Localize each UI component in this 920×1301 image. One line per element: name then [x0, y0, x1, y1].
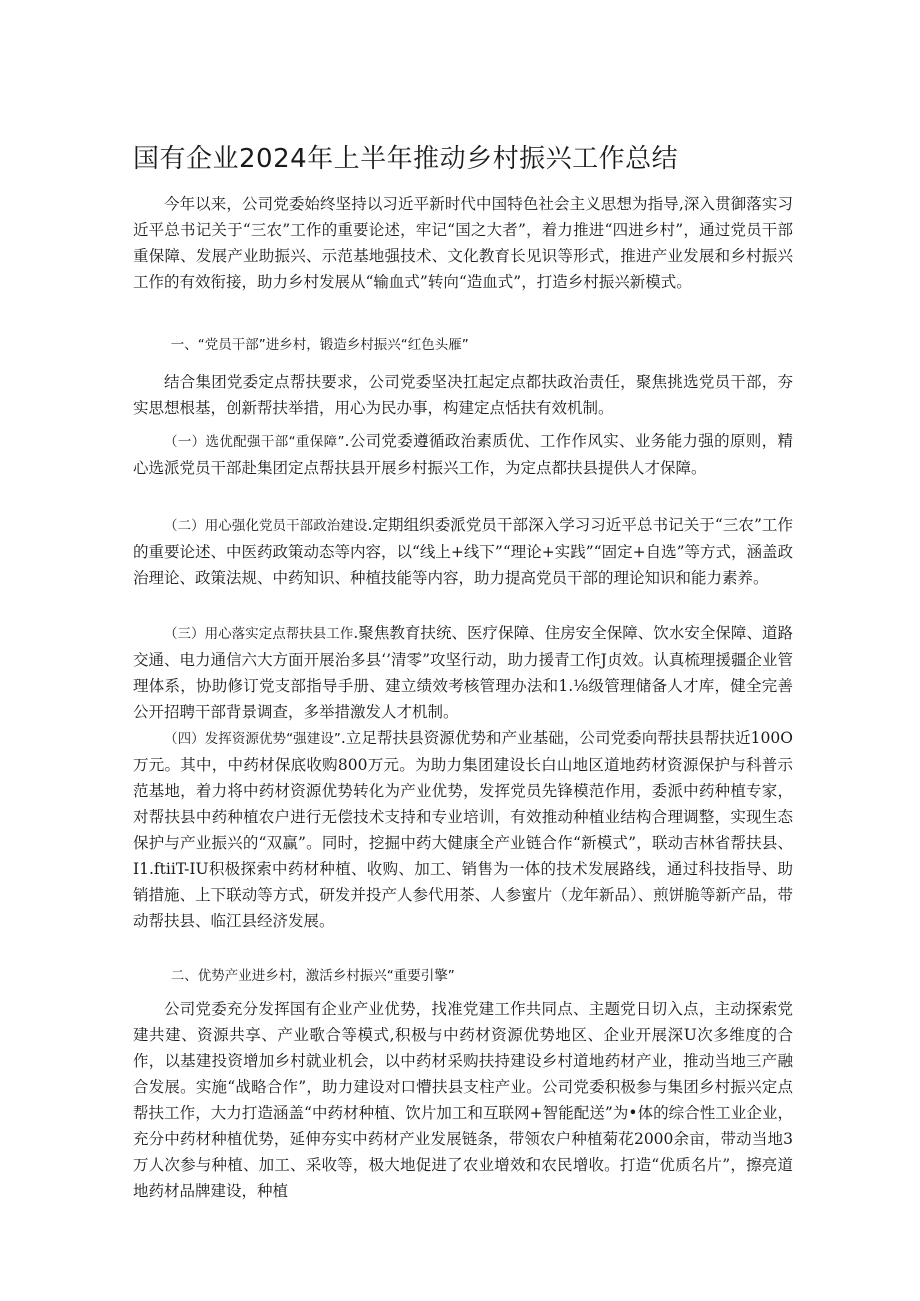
document-title: 国有企业2024年上半年推动乡村振兴工作总结 [133, 144, 679, 174]
section-1-paragraph: 结合集团党委定点帮扶要求，公司党委坚决扛起定点都扶政治责任，聚焦挑选党员干部，夯实思想根基，创新帮扶举措，用心为民办事，构建定点恬扶有效机制。 [133, 373, 793, 417]
subsection-1-3-lead: （三）用心落实定点帮扶县工作 [164, 626, 354, 642]
intro-paragraph: 今年以来，公司党委始终坚持以习近平新时代中国特色社会主义思想为指导,深入贯御落实习近平总书记关于“三农”工作的重要论述，牢记“国之大者”，着力推进“四进乡村”，通过党员干部重保障、发展产业助振兴、示范基地强技术、文化教育长见识等形式，推进产业发展和乡村振兴工作的有效衔接，助力乡村发展从“输血式”转向“造血式”，打造乡村振兴新模式。 [133, 195, 793, 291]
subsection-1-4-text: .立足帮扶县资源优势和产业基础，公司党委向帮扶县帮扶近100O万元。其中，中药材保底收购800万元。为助力集团建设长白山地区道地药材资源保护与科普示范基地，着力将中药材资源优势转化为产业优势，发挥党员先锋模范作用，委派中药种植专家，对帮扶县中药种植农户进行无偿技术支持和专业培训，有效推动种植业结构合理调整，实现生态保护与产业振兴的“双赢”。同时，挖掘中药大健康全产业链合作“新模式”，联动吉林省帮扶县、I1.ftiiT-IU积极探索中药材种植、收购、加工、销售为一体的技术发展路线，通过科技指导、助销措施、上下联动等方式，研发并投产人参代用茶、人参蜜片（龙年新品）、煎饼脆等新产品，带动帮扶县、临江县经济发展。 [133, 729, 793, 930]
subsection-1-4-lead: （四）发挥资源优势“强建设” [164, 731, 341, 747]
subsection-1-4 [133, 725, 793, 934]
subsection-1-1 [133, 428, 793, 481]
subsection-1-1-text: .公司党委遵循政治素质优、工作作风实、业务能力强的原则，精心选派党员干部赴集团定点帮扶县开展乡村振兴工作，为定点都扶县提供人才保障。 [133, 432, 793, 477]
subsection-1-2-text: .定期组织委派党员干部深入学习习近平总书记关于“三农”工作的重要论述、中医药政策动态等内容，以“线上+线下”“理论+实践”“固定+自选”等方式，涵盖政治理论、政策法规、中药知识、种植技能等内容，助力提高党员干部的理论知识和能力素养。 [133, 516, 794, 587]
subsection-1-2 [133, 512, 793, 591]
subsection-1-3 [133, 620, 793, 725]
section-1-heading: 一、“党员干部”进乡村，锻造乡村振兴“红色头雁” [170, 337, 469, 353]
section-2-paragraph: 公司党委充分发挥国有企业产业优势，找准党建工作共同点、主题党日切入点，主动探索党建共建、资源共享、产业歌合等模式,积极与中药材资源优势地区、企业开展深U次多维度的合作，以基建投资增加乡村就业机会，以中药材采购扶持建设乡村道地药材产业，推动当地三产融合发展。实施“战略合作”，助力建设对口懵扶县支柱产业。公司党委积极参与集团乡村振兴定点帮扶工作，大力打造涵盖“中药材种植、饮片加工和互联网+智能配送”为•体的综合性工业企业，充分中药材种植优势，延伸夯实中药材产业发展链条，带领农户种植菊花2000余亩，带动当地3万人次参与种植、加工、采收等，极大地促进了农业增效和农民增收。打造“优质名片”，擦亮道地药材品牌建设，种植 [133, 1000, 793, 1200]
subsection-1-1-lead: （一）选优配强干部“重保障” [164, 434, 345, 450]
subsection-1-2-lead: （二）用心强化党员干部政治建设 [164, 518, 368, 534]
section-2-heading: 二、优势产业进乡村，激活乡村振兴“重要引擎” [170, 968, 455, 984]
subsection-1-3-text: .聚焦教育扶统、医疗保障、住房安全保障、饮水安全保障、道路交通、电力通信六大方面开展治多县‘’清零”攻坚行动，助力援青工作J贞效。认真梳理援疆企业管理体系，协助修订党支部指导手册、建立绩效考核管理办法和1.⅛级管理储备人才库，健全完善公开招聘干部背景调查，多举措激发人才机制。 [133, 624, 793, 721]
